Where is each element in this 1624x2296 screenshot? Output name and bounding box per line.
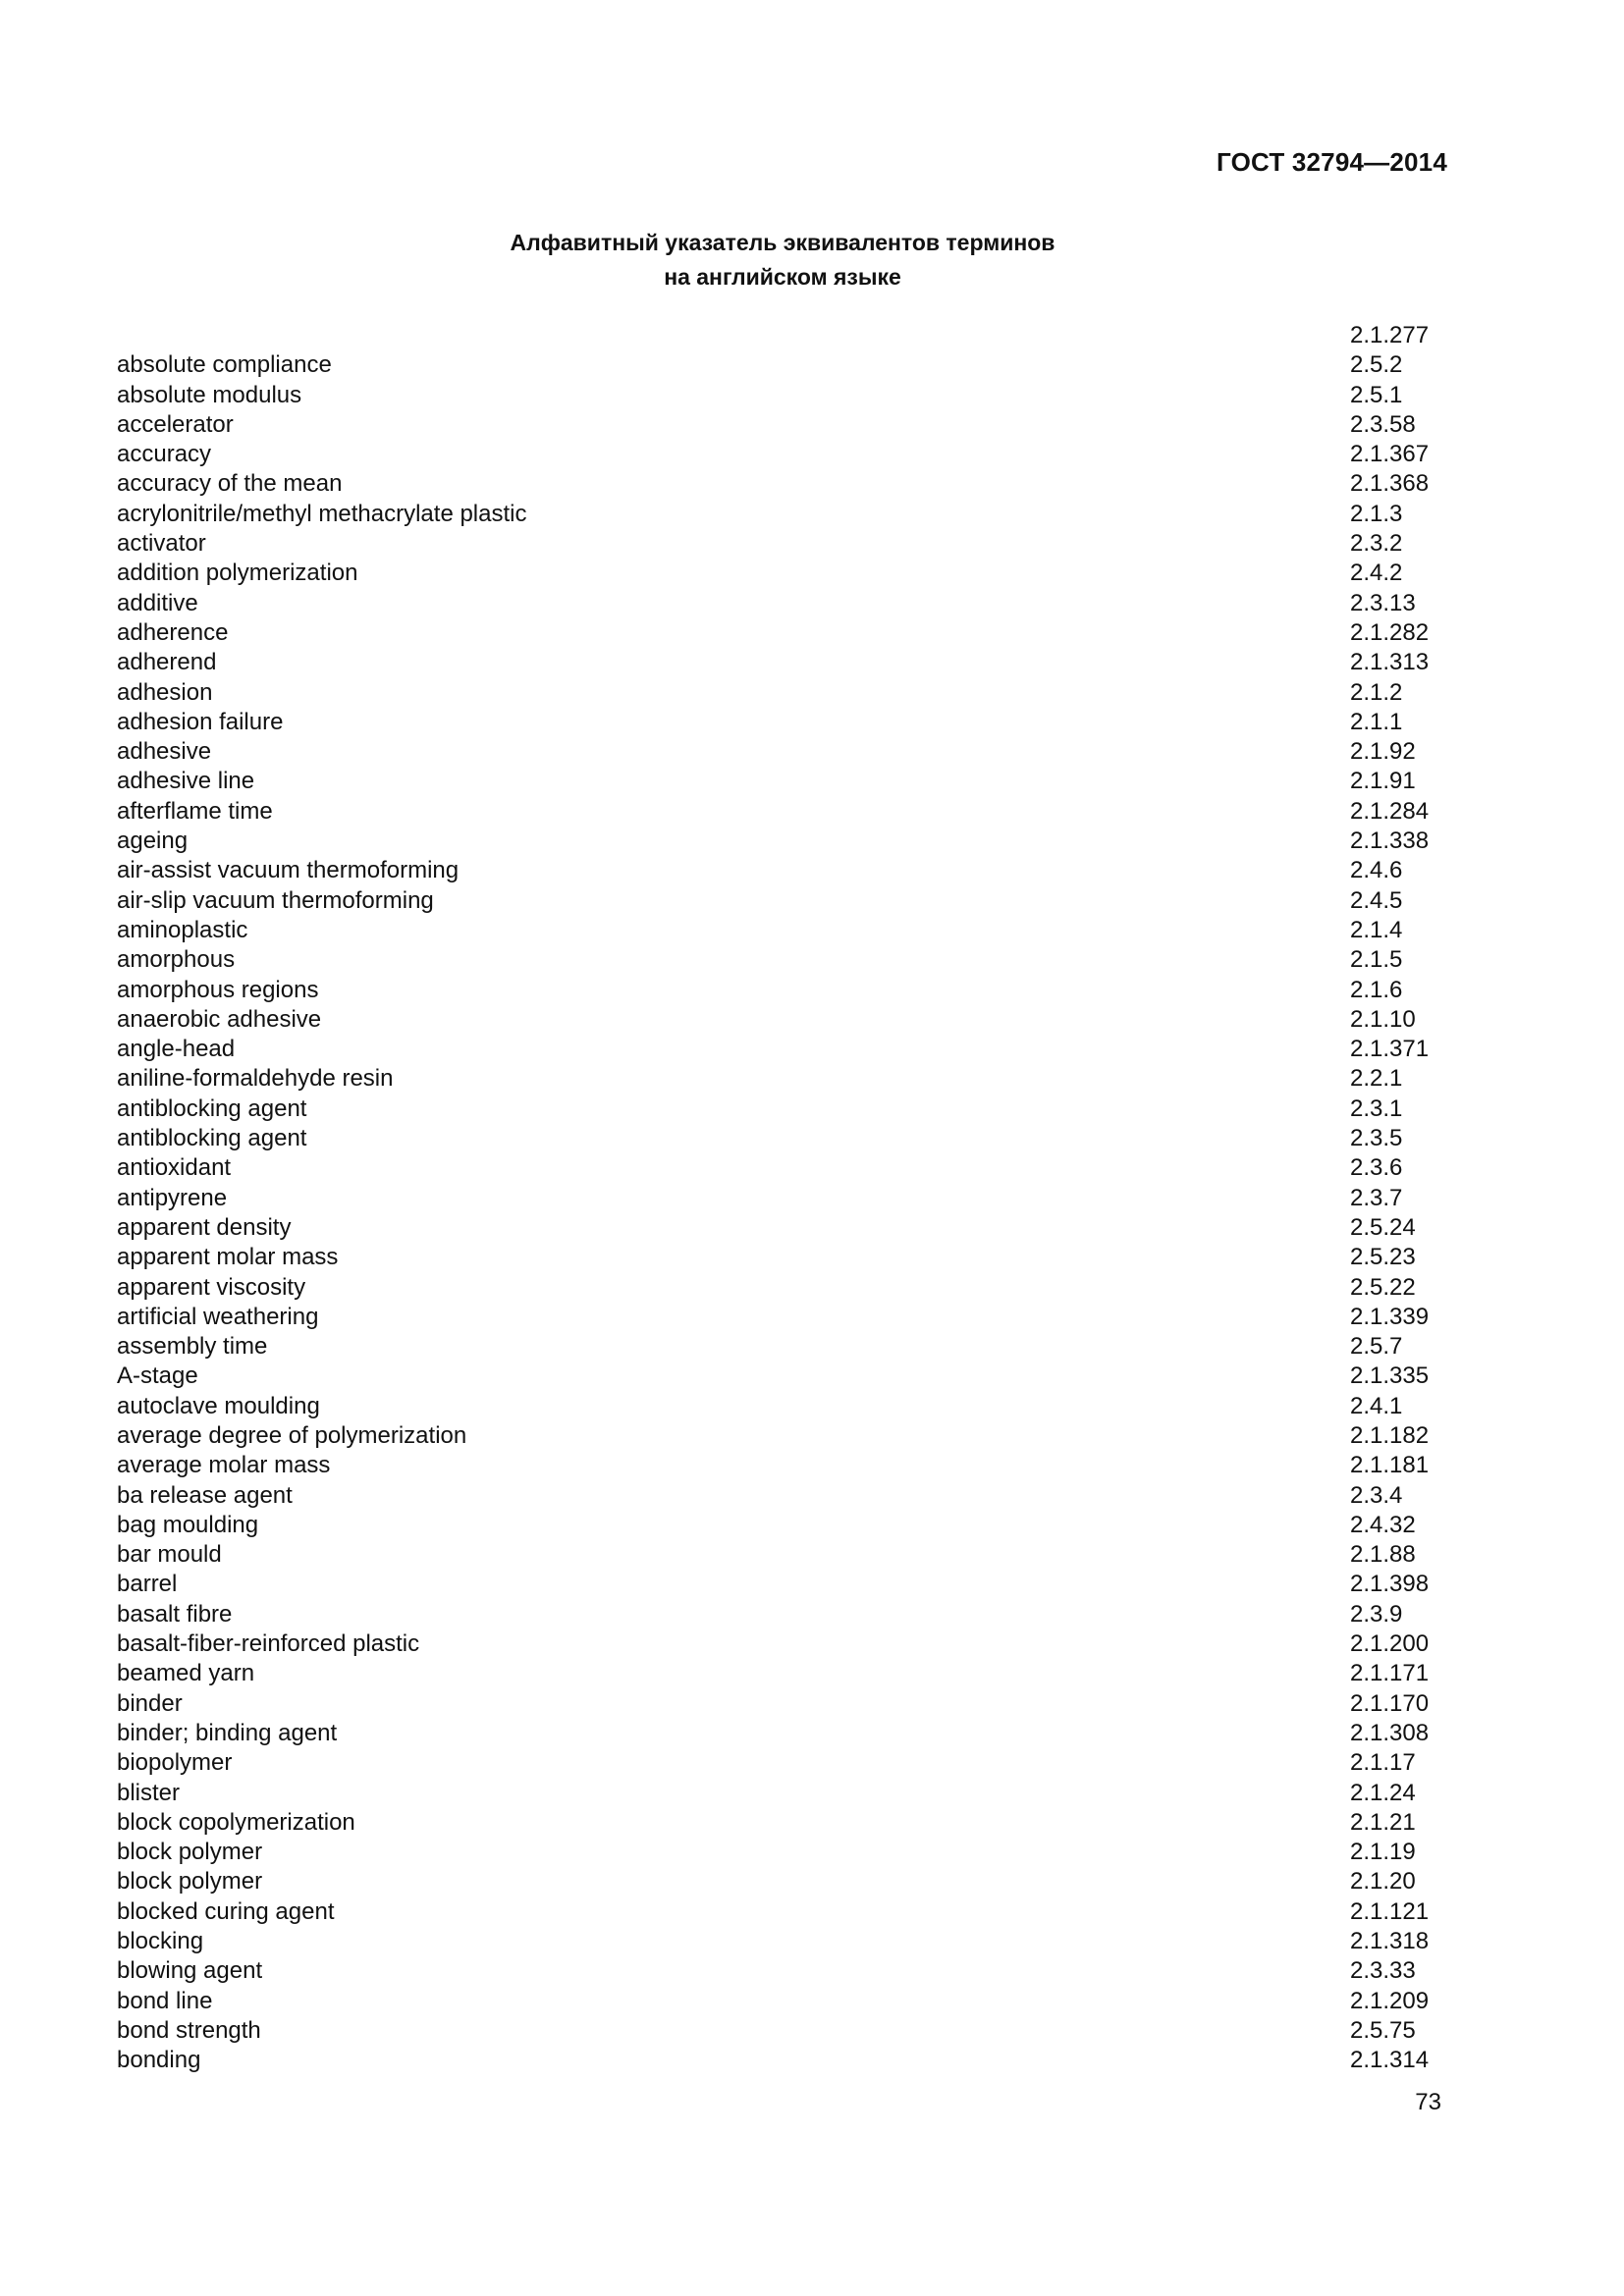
index-reference: 2.5.75	[1350, 2016, 1416, 2044]
index-reference: 2.1.314	[1350, 2047, 1430, 2074]
index-entry	[117, 618, 1452, 648]
index-term: antipyrene	[117, 1184, 228, 1211]
index-reference: 2.3.7	[1350, 1184, 1403, 1211]
index-entry	[117, 856, 1452, 885]
index-term: anaerobic adhesive	[117, 1005, 322, 1033]
index-reference: 2.1.10	[1350, 1005, 1416, 1033]
index-term: bar mould	[117, 1541, 222, 1569]
index-reference: 2.5.24	[1350, 1213, 1416, 1241]
index-term: antiblocking agent	[117, 1095, 307, 1122]
index-term: aniline-formaldehyde resin	[117, 1065, 394, 1093]
index-reference: 2.1.1	[1350, 708, 1403, 735]
index-reference: 2.1.88	[1350, 1541, 1416, 1569]
index-term: artificial weathering	[117, 1303, 319, 1330]
index-entry	[117, 1838, 1452, 1867]
index-entry	[117, 678, 1452, 708]
index-term: antiblocking agent	[117, 1125, 307, 1152]
index-entry	[117, 469, 1452, 499]
index-entry	[117, 1392, 1452, 1421]
index-entry	[117, 1213, 1452, 1243]
index-reference: 2.1.335	[1350, 1362, 1430, 1390]
index-reference: 2.1.338	[1350, 828, 1430, 855]
document-code: ГОСТ 32794—2014	[1217, 147, 1447, 177]
index-entry	[117, 1153, 1452, 1183]
index-term: blister	[117, 1779, 181, 1806]
index-reference: 2.1.282	[1350, 618, 1430, 646]
index-term: adhesion	[117, 678, 213, 706]
index-term: blocked curing agent	[117, 1897, 335, 1925]
index-reference: 2.5.7	[1350, 1333, 1403, 1361]
index-entry	[117, 1273, 1452, 1303]
index-entry	[117, 827, 1452, 856]
index-title-line-1: Алфавитный указатель эквивалентов терминов	[510, 230, 1056, 255]
index-term: accuracy	[117, 441, 212, 468]
index-term: adhesion failure	[117, 708, 284, 735]
index-entry	[117, 1897, 1452, 1927]
index-entry	[117, 976, 1452, 1005]
index-entry	[117, 440, 1452, 469]
index-term: block copolymerization	[117, 1808, 355, 1836]
index-term: bag moulding	[117, 1511, 259, 1538]
index-reference: 2.1.4	[1350, 916, 1403, 943]
index-entry	[117, 1303, 1452, 1332]
index-reference: 2.1.121	[1350, 1897, 1430, 1925]
index-entry	[117, 589, 1452, 618]
index-reference: 2.1.308	[1350, 1719, 1430, 1746]
index-entry	[117, 945, 1452, 975]
index-entry	[117, 648, 1452, 677]
index-entry	[117, 410, 1452, 440]
index-entry	[117, 1184, 1452, 1213]
index-reference: 2.4.2	[1350, 560, 1403, 587]
index-entry	[117, 2046, 1452, 2075]
index-entry	[117, 767, 1452, 796]
index-entry	[117, 1689, 1452, 1719]
index-term: ba release agent	[117, 1481, 293, 1509]
index-reference: 2.1.367	[1350, 441, 1430, 468]
index-reference: 2.1.92	[1350, 738, 1416, 766]
index-reference: 2.4.6	[1350, 857, 1403, 884]
page-number: 73	[1415, 2089, 1441, 2115]
index-reference: 2.2.1	[1350, 1065, 1403, 1093]
index-reference: 2.1.284	[1350, 797, 1430, 825]
index-entry	[117, 1035, 1452, 1064]
index-entry	[117, 500, 1452, 529]
index-reference: 2.3.9	[1350, 1600, 1403, 1628]
index-term: adhesive line	[117, 768, 255, 795]
index-reference: 2.3.1	[1350, 1095, 1403, 1122]
index-term: binder	[117, 1689, 183, 1717]
index-reference: 2.1.313	[1350, 649, 1430, 676]
index-entry	[117, 321, 1452, 350]
index-term: beamed yarn	[117, 1660, 255, 1687]
index-reference: 2.1.6	[1350, 976, 1403, 1003]
index-entry	[117, 1867, 1452, 1896]
index-entry	[117, 797, 1452, 827]
index-entry	[117, 1481, 1452, 1511]
index-term: absolute modulus	[117, 381, 302, 408]
index-reference: 2.3.4	[1350, 1481, 1403, 1509]
index-term: barrel	[117, 1571, 178, 1598]
index-reference: 2.5.23	[1350, 1244, 1416, 1271]
index-reference: 2.3.6	[1350, 1154, 1403, 1182]
index-entry	[117, 1659, 1452, 1688]
index-reference: 2.1.368	[1350, 470, 1430, 498]
index-entry	[117, 1748, 1452, 1778]
index-term: block polymer	[117, 1839, 263, 1866]
index-entry	[117, 1095, 1452, 1124]
index-entry	[117, 1064, 1452, 1094]
index-entry	[117, 737, 1452, 767]
index-reference: 2.4.5	[1350, 886, 1403, 914]
index-term: average molar mass	[117, 1452, 331, 1479]
index-reference: 2.1.24	[1350, 1779, 1416, 1806]
index-entry	[117, 1243, 1452, 1272]
index-reference: 2.5.22	[1350, 1273, 1416, 1301]
index-term: basalt-fiber-reinforced plastic	[117, 1630, 420, 1658]
index-reference: 2.1.91	[1350, 768, 1416, 795]
index-reference: 2.1.21	[1350, 1808, 1416, 1836]
index-term: addition polymerization	[117, 560, 358, 587]
index-term: binder; binding agent	[117, 1719, 338, 1746]
index-term: amorphous	[117, 946, 236, 974]
index-term: afterflame time	[117, 797, 273, 825]
index-entry	[117, 350, 1452, 380]
index-reference: 2.3.58	[1350, 410, 1416, 438]
index-entry	[117, 1124, 1452, 1153]
index-entry	[117, 1956, 1452, 1986]
index-term: blowing agent	[117, 1957, 263, 1985]
index-entry	[117, 1927, 1452, 1956]
index-term: ageing	[117, 828, 189, 855]
index-term: adhesive	[117, 738, 212, 766]
index-entry	[117, 1987, 1452, 2016]
index-term: block polymer	[117, 1868, 263, 1896]
index-reference: 2.3.13	[1350, 589, 1416, 616]
index-term: aminoplastic	[117, 916, 248, 943]
index-reference: 2.1.209	[1350, 1987, 1430, 2014]
index-term: bond line	[117, 1987, 213, 2014]
index-reference: 2.3.5	[1350, 1125, 1403, 1152]
index-term: assembly time	[117, 1333, 268, 1361]
index-reference: 2.5.1	[1350, 381, 1403, 408]
index-term: basalt fibre	[117, 1600, 233, 1628]
index-entry	[117, 886, 1452, 916]
index-reference: 2.1.182	[1350, 1421, 1430, 1449]
index-entry	[117, 1629, 1452, 1659]
index-reference: 2.1.3	[1350, 500, 1403, 527]
index-entry	[117, 708, 1452, 737]
index-entry	[117, 1779, 1452, 1808]
index-reference: 2.1.371	[1350, 1036, 1430, 1063]
index-entry	[117, 529, 1452, 559]
index-title	[0, 226, 1565, 294]
index-title-line-2: на английском языке	[664, 264, 901, 290]
index-entry	[117, 1600, 1452, 1629]
index-entry	[117, 559, 1452, 588]
index-term: angle-head	[117, 1036, 236, 1063]
index-entry	[117, 381, 1452, 410]
index-reference: 2.1.398	[1350, 1571, 1430, 1598]
index-reference: 2.1.277	[1350, 322, 1430, 348]
index-entry	[117, 1005, 1452, 1035]
index-reference: 2.1.5	[1350, 946, 1403, 974]
index-term: amorphous regions	[117, 976, 319, 1003]
index-term: acrylonitrile/methyl methacrylate plastic	[117, 500, 527, 527]
index-reference: 2.1.339	[1350, 1303, 1430, 1330]
index-entry	[117, 1332, 1452, 1362]
index-entry	[117, 2016, 1452, 2046]
index-entry	[117, 916, 1452, 945]
index-entry	[117, 1540, 1452, 1570]
index-reference: 2.3.33	[1350, 1957, 1416, 1985]
index-reference: 2.4.1	[1350, 1392, 1403, 1419]
index-entry	[117, 1362, 1452, 1391]
index-entry	[117, 1421, 1452, 1451]
index-term: accuracy of the mean	[117, 470, 343, 498]
index-reference: 2.1.20	[1350, 1868, 1416, 1896]
index-term: autoclave moulding	[117, 1392, 320, 1419]
index-entry	[117, 1511, 1452, 1540]
index-entry	[117, 1719, 1452, 1748]
index-reference: 2.1.19	[1350, 1839, 1416, 1866]
index-term: additive	[117, 589, 198, 616]
index-reference: 2.1.17	[1350, 1749, 1416, 1777]
index-term: air-assist vacuum thermoforming	[117, 857, 460, 884]
index-entry	[117, 1451, 1452, 1480]
index-term: A-stage	[117, 1362, 198, 1390]
index-term: blocking	[117, 1928, 204, 1955]
index-term: bonding	[117, 2047, 201, 2074]
index-entry	[117, 1808, 1452, 1838]
index-reference: 2.1.181	[1350, 1452, 1430, 1479]
index-reference: 2.4.32	[1350, 1511, 1416, 1538]
index-term: adherence	[117, 618, 229, 646]
index-term: average degree of polymerization	[117, 1421, 467, 1449]
index-term: apparent density	[117, 1213, 292, 1241]
index-term: apparent viscosity	[117, 1273, 306, 1301]
index-reference: 2.1.2	[1350, 678, 1403, 706]
index-entry	[117, 1570, 1452, 1599]
index-reference: 2.5.2	[1350, 351, 1403, 379]
index-reference: 2.3.2	[1350, 530, 1403, 558]
index-term: activator	[117, 530, 206, 558]
index-term: air-slip vacuum thermoforming	[117, 886, 434, 914]
index-term: biopolymer	[117, 1749, 233, 1777]
index-term: antioxidant	[117, 1154, 232, 1182]
index-term: absolute compliance	[117, 351, 332, 379]
index-reference: 2.1.318	[1350, 1928, 1430, 1955]
index-reference: 2.1.171	[1350, 1660, 1430, 1687]
index-term: adherend	[117, 649, 217, 676]
term-index-list	[117, 321, 1452, 2076]
index-term: bond strength	[117, 2016, 261, 2044]
index-reference: 2.1.200	[1350, 1630, 1430, 1658]
index-term: accelerator	[117, 410, 234, 438]
index-term: apparent molar mass	[117, 1244, 339, 1271]
index-reference: 2.1.170	[1350, 1689, 1430, 1717]
